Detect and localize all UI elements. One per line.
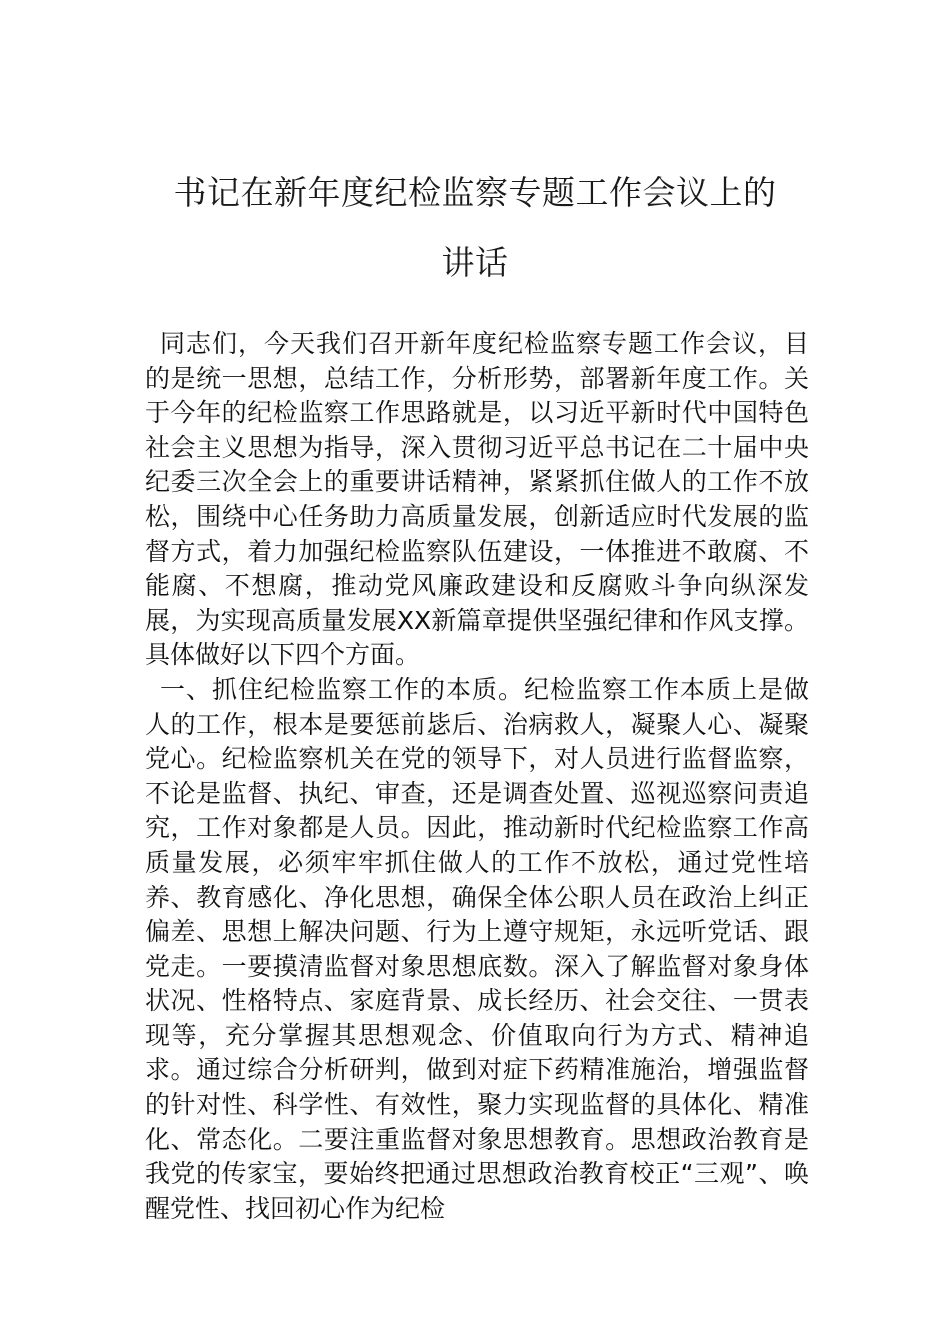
document-body: [145, 327, 809, 1226]
title-line-2: 讲话: [441, 243, 509, 282]
paragraph-intro: 同志们，今天我们召开新年度纪检监察专题工作会议，目的是统一思想，总结工作，分析形势，部署新年度工作。关于今年的纪检监察工作思路就是，以习近平新时代中国特色社会主义思想为指导，深入贯彻习近平总书记在二十届中央纪委三次全会上的重要讲话精神，紧紧抓住做人的工作不放松，围绕中心任务助力高质量发展，创新适应时代发展的监督方式，着力加强纪检监察队伍建设，一体推进不敢腐、不能腐、不想腐，推动党风廉政建设和反腐败斗争向纵深发展，为实现高质量发展XX新篇章提供坚强纪律和作风支撑。具体做好以下四个方面。: [145, 329, 809, 670]
title-line-1: 书记在新年度纪检监察专题工作会议上的: [173, 173, 777, 212]
document-title: [145, 158, 805, 298]
paragraph-section-1: 一、抓住纪检监察工作的本质。纪检监察工作本质上是做人的工作，根本是要惩前毖后、治病救人，凝聚人心、凝聚党心。纪检监察机关在党的领导下，对人员进行监督监察，不论是监督、执纪、审查，还是调查处置、巡视巡察问责追究，工作对象都是人员。因此，推动新时代纪检监察工作高质量发展，必须牢牢抓住做人的工作不放松，通过党性培养、教育感化、净化思想，确保全体公职人员在政治上纠正偏差、思想上解决问题、行为上遵守规矩，永远听党话、跟党走。一要摸清监督对象思想底数。深入了解监督对象身体状况、性格特点、家庭背景、成长经历、社会交往、一贯表现等，充分掌握其思想观念、价值取向行为方式、精神追求。通过综合分析研判，做到对症下药精准施治，增强监督的针对性、科学性、有效性，聚力实现监督的具体化、精准化、常态化。二要注重监督对象思想教育。思想政治教育是我党的传家宝，要始终把通过思想政治教育校正“三观”、唤醒党性、找回初心作为纪检: [145, 674, 809, 1223]
